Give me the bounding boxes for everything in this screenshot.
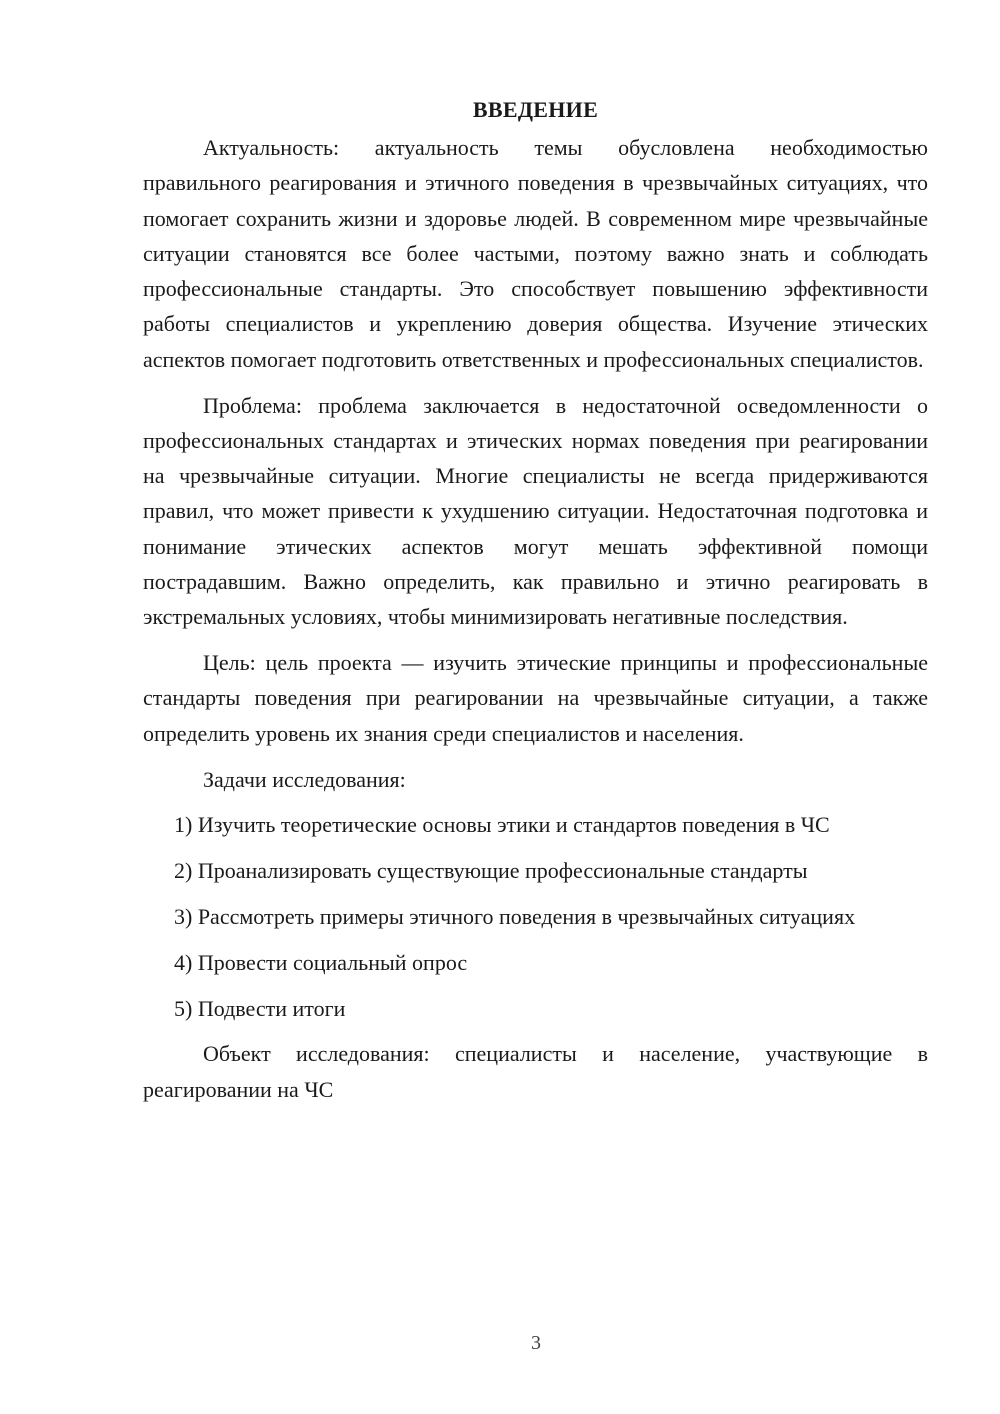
goal-paragraph: Цель: цель проекта — изучить этические принципы и профессиональные стандарты поведения при реагировании на чрезвычайные ситуации, а также определить уровень их знания среди специалистов и населения. [143,650,928,746]
task-item-2: 2) Проанализировать существующие профессиональные стандарты [174,858,808,884]
task-item-1: 1) Изучить теоретические основы этики и стандартов поведения в ЧС [174,812,830,838]
task-item-4: 4) Провести социальный опрос [174,949,468,975]
page-number: 3 [531,1332,541,1354]
document-page [143,92,928,1117]
tasks-heading: Задачи исследования: [203,766,406,792]
relevance-paragraph: Актуальность: актуальность темы обусловлена необходимостью правильного реагирования и этичного поведения в чрезвычайных ситуациях, что помогает сохранить жизни и здоровье людей. В современном мире чрезвычайные ситуации становятся все более частыми, поэтому важно знать и соблюдать профессиональные стандарты. Это способствует повышению эффективности работы специалистов и укреплению доверия общества. Изучение этических аспектов помогает подготовить ответственных и профессиональных специалистов. [143,135,928,372]
problem-paragraph: Проблема: проблема заключается в недостаточной осведомленности о профессиональных стандартах и этических нормах поведения при реагировании на чрезвычайные ситуации. Многие специалисты не всегда придерживаются правил, что может привести к ухудшению ситуации. Недостаточная подготовка и понимание этических аспектов могут мешать эффективной помощи пострадавшим. Важно определить, как правильно и этично реагировать в экстремальных условиях, чтобы минимизировать негативные последствия. [143,392,928,630]
page-title: ВВЕДЕНИЕ [472,97,599,122]
task-item-5: 5) Подвести итоги [174,995,346,1021]
object-paragraph: Объект исследования: специалисты и население, участвующие в реагировании на ЧС [143,1041,928,1102]
task-item-3: 3) Рассмотреть примеры этичного поведения в чрезвычайных ситуациях [174,903,856,929]
